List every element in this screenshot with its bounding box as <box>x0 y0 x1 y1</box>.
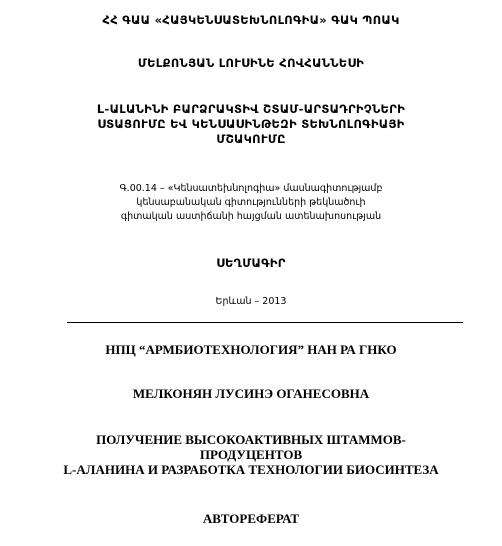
armenian-author-name: ՄԵԼՔՈՆՅԱՆ ԼՈՒՍԻՆԵ ՀՈՎՀԱՆՆԵՍԻ <box>137 56 365 70</box>
russian-institution: НПЦ “АРМБИОТЕХНОЛОГИЯ” НАН РА ГНКО <box>105 342 397 357</box>
armenian-city-year: Երևան – 2013 <box>215 296 287 307</box>
armenian-document-type: ՍԵՂՄԱԳԻՐ <box>216 256 286 270</box>
armenian-institution: ՀՀ ԳԱԱ «ՀԱՅԿԵՆՍԱՏԵԽՆՈԼՈԳԻԱ» ԳԱԿ ՊՈԱԿ <box>102 13 400 27</box>
section-divider <box>67 322 463 323</box>
armenian-title-line-1: L-ԱԼԱՆԻՆԻ ԲԱՐՁՐԱԿՏԻՎ ՇՏԱՄ-ԱՐՏԱԴՐԻՉՆԵՐԻ <box>96 102 406 116</box>
russian-document-type: АВТОРЕФЕРАТ <box>202 511 300 526</box>
armenian-title-line-2: ՍՏԱՑՈՒՄԸ ԵՎ ԿԵՆՍԱՍԻՆԹԵԶԻ ՏԵԽՆՈԼՈԳԻԱՅԻ <box>97 117 405 131</box>
russian-title-line-3: L-АЛАНИНА И РАЗРАБОТКА ТЕХНОЛОГИИ БИОСИНТЕЗА <box>63 462 439 477</box>
russian-author-name: МЕЛКОНЯН ЛУСИНЭ ОГАНЕСОВНА <box>132 386 370 401</box>
armenian-degree-line-1: Գ.00.14 – «Կենսատեխնոլոգիա» մասնագիտությամբ <box>119 183 383 194</box>
armenian-degree-line-2: կենսաբանական գիտությունների թեկնածուի <box>136 197 366 208</box>
armenian-title-line-3: ՄՇԱԿՈՒՄԸ <box>216 132 286 146</box>
armenian-degree-line-3: գիտական աստիճանի հայցման ատենախոսության <box>120 211 382 222</box>
russian-title-line-2: ПРОДУЦЕНТОВ <box>199 447 303 462</box>
russian-title-line-1: ПОЛУЧЕНИЕ ВЫСОКОАКТИВНЫХ ШТАММОВ- <box>96 432 406 447</box>
